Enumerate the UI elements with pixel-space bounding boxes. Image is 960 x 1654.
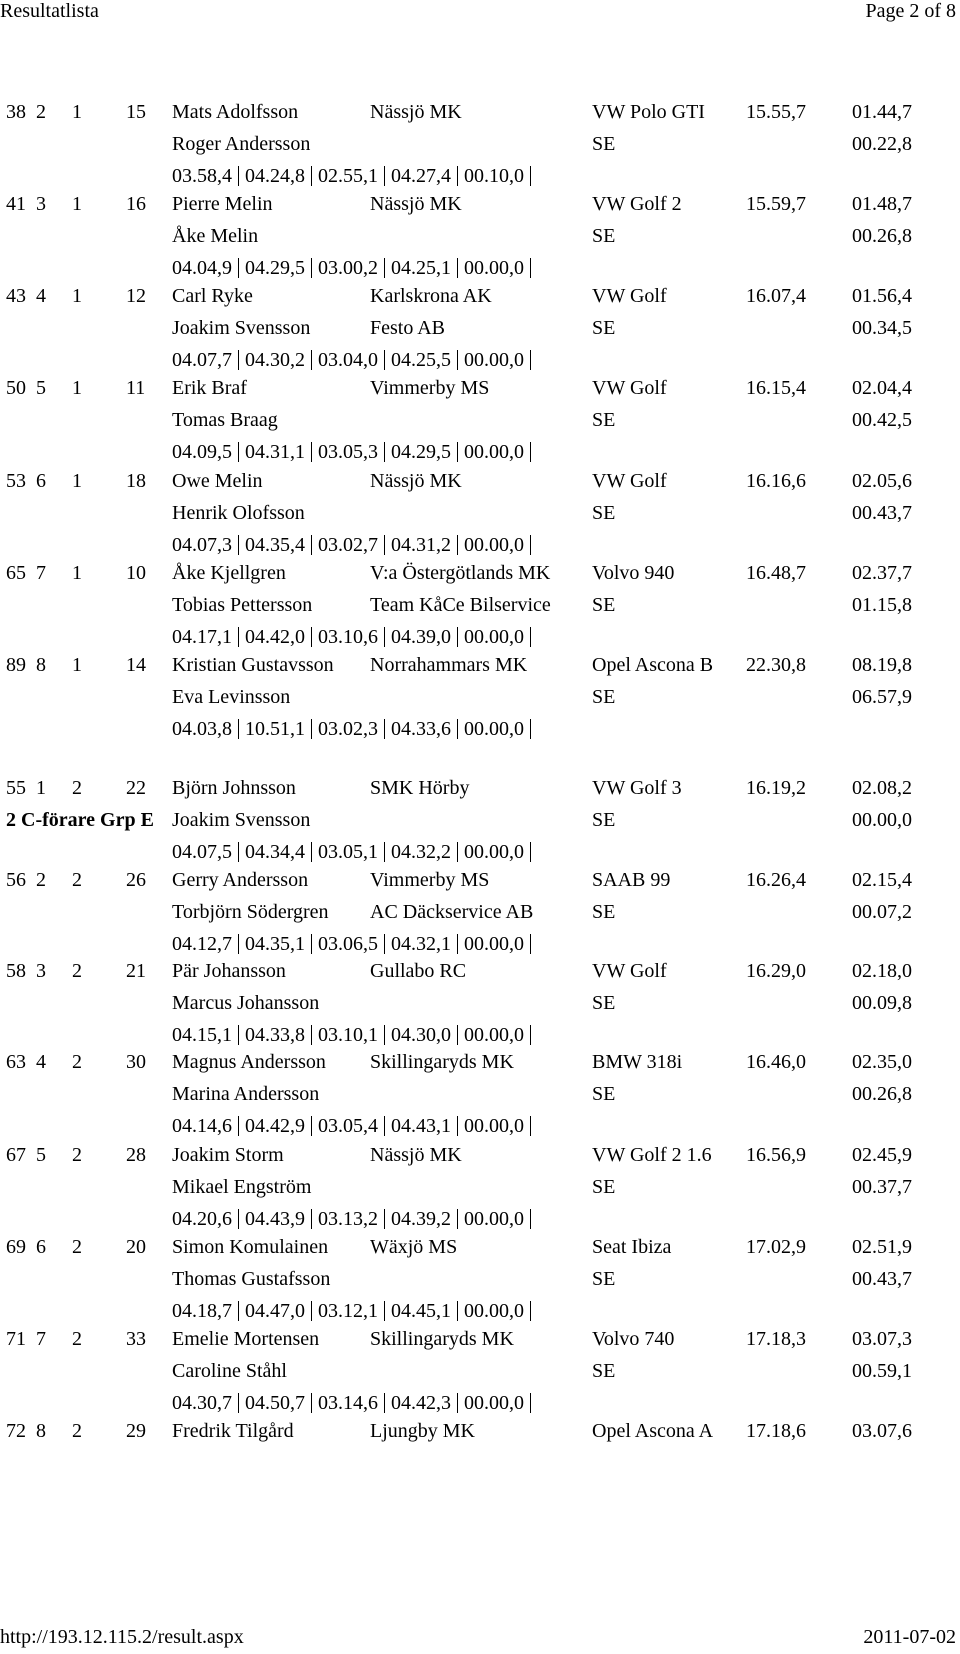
- split-time: 04.07,5: [172, 842, 239, 862]
- split-time: 04.30,7: [172, 1393, 239, 1413]
- result-entry: [0, 1143, 960, 1239]
- overall-position: 38: [6, 101, 26, 123]
- start-number: 28: [126, 1144, 146, 1166]
- split-time: 04.32,1: [385, 934, 458, 954]
- class-position: 7: [36, 1328, 46, 1350]
- car-model: BMW 318i: [592, 1051, 683, 1073]
- split-time: 04.24,8: [239, 166, 312, 186]
- split-time: 04.43,1: [385, 1116, 458, 1136]
- split-time: 00.10,0: [458, 166, 531, 186]
- driver-name: Fredrik Tilgård: [172, 1420, 294, 1442]
- car-model: VW Golf 3: [592, 777, 682, 799]
- time-behind: 01.48,7: [852, 193, 912, 215]
- codriver-name: Henrik Olofsson: [172, 502, 305, 524]
- nationality: SE: [592, 1268, 616, 1290]
- split-time: 00.00,0: [458, 1116, 531, 1136]
- start-number: 16: [126, 193, 146, 215]
- split-time: 03.10,1: [312, 1025, 385, 1045]
- codriver-name: Marina Andersson: [172, 1083, 320, 1105]
- codriver-club: AC Däckservice AB: [370, 901, 534, 923]
- split-time: 00.00,0: [458, 1393, 531, 1413]
- car-model: VW Golf: [592, 960, 667, 982]
- split-time: 04.18,7: [172, 1301, 239, 1321]
- driver-club: Nässjö MK: [370, 1144, 462, 1166]
- class-number: 2: [72, 1328, 82, 1350]
- nationality: SE: [592, 502, 616, 524]
- split-time: 03.02,3: [312, 719, 385, 739]
- car-model: VW Golf: [592, 377, 667, 399]
- start-number: 12: [126, 285, 146, 307]
- driver-club: Ljungby MK: [370, 1420, 475, 1442]
- nationality: SE: [592, 901, 616, 923]
- class-number: 2: [72, 869, 82, 891]
- class-number: 2: [72, 777, 82, 799]
- driver-name: Gerry Andersson: [172, 869, 309, 891]
- class-position: 4: [36, 285, 46, 307]
- split-time: 00.00,0: [458, 1209, 531, 1229]
- total-time: 16.19,2: [746, 777, 806, 799]
- nationality: SE: [592, 1083, 616, 1105]
- time-behind-previous: 00.07,2: [852, 901, 912, 923]
- split-time: 03.05,3: [312, 442, 385, 462]
- print-date: 2011-07-02: [863, 1626, 956, 1648]
- split-times: [172, 533, 531, 557]
- split-time: 04.27,4: [385, 166, 458, 186]
- car-model: VW Golf: [592, 470, 667, 492]
- codriver-name: Roger Andersson: [172, 133, 311, 155]
- split-time: 03.05,4: [312, 1116, 385, 1136]
- time-behind-previous: 00.42,5: [852, 409, 912, 431]
- split-time: 04.29,5: [385, 442, 458, 462]
- split-time: 04.15,1: [172, 1025, 239, 1045]
- result-entry: [0, 192, 960, 288]
- class-number: 1: [72, 193, 82, 215]
- split-time: 00.00,0: [458, 442, 531, 462]
- total-time: 16.48,7: [746, 562, 806, 584]
- time-behind: 08.19,8: [852, 654, 912, 676]
- split-time: 04.17,1: [172, 627, 239, 647]
- car-model: Volvo 940: [592, 562, 675, 584]
- split-time: 04.04,9: [172, 258, 239, 278]
- car-model: VW Golf: [592, 285, 667, 307]
- class-position: 8: [36, 1420, 46, 1442]
- split-time: 00.00,0: [458, 627, 531, 647]
- result-entry: [0, 1050, 960, 1146]
- split-time: 04.12,7: [172, 934, 239, 954]
- result-entry: [0, 868, 960, 964]
- driver-name: Joakim Storm: [172, 1144, 284, 1166]
- split-time: 04.31,1: [239, 442, 312, 462]
- time-behind-previous: 06.57,9: [852, 686, 912, 708]
- start-number: 26: [126, 869, 146, 891]
- result-entry: [0, 1419, 960, 1515]
- time-behind-previous: 01.15,8: [852, 594, 912, 616]
- class-position: 3: [36, 960, 46, 982]
- driver-club: Vimmerby MS: [370, 377, 490, 399]
- overall-position: 67: [6, 1144, 26, 1166]
- nationality: SE: [592, 686, 616, 708]
- split-time: 04.35,1: [239, 934, 312, 954]
- driver-name: Pierre Melin: [172, 193, 273, 215]
- split-time: 04.43,9: [239, 1209, 312, 1229]
- total-time: 16.29,0: [746, 960, 806, 982]
- driver-name: Mats Adolfsson: [172, 101, 299, 123]
- start-number: 10: [126, 562, 146, 584]
- split-time: 03.02,7: [312, 535, 385, 555]
- driver-name: Emelie Mortensen: [172, 1328, 320, 1350]
- time-behind: 02.51,9: [852, 1236, 912, 1258]
- split-time: 00.00,0: [458, 842, 531, 862]
- class-position: 7: [36, 562, 46, 584]
- split-times: [172, 1299, 531, 1323]
- class-number: 2: [72, 1236, 82, 1258]
- split-time: 00.00,0: [458, 535, 531, 555]
- time-behind-previous: 00.09,8: [852, 992, 912, 1014]
- split-times: [172, 256, 531, 280]
- driver-club: Nässjö MK: [370, 101, 462, 123]
- codriver-name: Mikael Engström: [172, 1176, 312, 1198]
- driver-name: Pär Johansson: [172, 960, 286, 982]
- split-times: [172, 1023, 531, 1047]
- nationality: SE: [592, 1360, 616, 1382]
- split-time: 03.10,6: [312, 627, 385, 647]
- split-time: 04.50,7: [239, 1393, 312, 1413]
- time-behind: 03.07,3: [852, 1328, 912, 1350]
- driver-club: Karlskrona AK: [370, 285, 492, 307]
- car-model: Opel Ascona A: [592, 1420, 714, 1442]
- overall-position: 43: [6, 285, 26, 307]
- class-number: 2: [72, 1144, 82, 1166]
- class-position: 1: [36, 777, 46, 799]
- total-time: 16.26,4: [746, 869, 806, 891]
- codriver-name: Joakim Svensson: [172, 809, 311, 831]
- split-time: 10.51,1: [239, 719, 312, 739]
- driver-club: Nässjö MK: [370, 193, 462, 215]
- time-behind-previous: 00.43,7: [852, 1268, 912, 1290]
- split-time: 00.00,0: [458, 719, 531, 739]
- driver-club: SMK Hörby: [370, 777, 470, 799]
- split-time: 03.58,4: [172, 166, 239, 186]
- total-time: 16.07,4: [746, 285, 806, 307]
- result-entry: [0, 376, 960, 472]
- split-times: [172, 164, 531, 188]
- overall-position: 55: [6, 777, 26, 799]
- source-url[interactable]: http://193.12.115.2/result.aspx: [0, 1626, 244, 1648]
- time-behind: 02.15,4: [852, 869, 912, 891]
- class-position: 3: [36, 193, 46, 215]
- time-behind-previous: 00.22,8: [852, 133, 912, 155]
- total-time: 17.18,6: [746, 1420, 806, 1442]
- split-time: 04.03,8: [172, 719, 239, 739]
- time-behind: 01.56,4: [852, 285, 912, 307]
- class-number: 2: [72, 960, 82, 982]
- split-times: [172, 840, 531, 864]
- codriver-club: Festo AB: [370, 317, 446, 339]
- result-entry: [0, 1235, 960, 1331]
- time-behind: 02.08,2: [852, 777, 912, 799]
- result-entry: [0, 1327, 960, 1423]
- split-times: [172, 717, 531, 741]
- time-behind-previous: 00.26,8: [852, 225, 912, 247]
- overall-position: 65: [6, 562, 26, 584]
- driver-name: Åke Kjellgren: [172, 562, 286, 584]
- overall-position: 72: [6, 1420, 26, 1442]
- class-number: 1: [72, 654, 82, 676]
- codriver-name: Marcus Johansson: [172, 992, 320, 1014]
- split-time: 00.00,0: [458, 1025, 531, 1045]
- split-times: [172, 1391, 531, 1415]
- class-group-heading: 2 C-förare Grp E: [6, 809, 154, 831]
- split-time: 00.00,0: [458, 258, 531, 278]
- split-time: 03.00,2: [312, 258, 385, 278]
- car-model: VW Polo GTI: [592, 101, 705, 123]
- class-number: 1: [72, 470, 82, 492]
- driver-club: Skillingaryds MK: [370, 1051, 514, 1073]
- class-number: 1: [72, 285, 82, 307]
- time-behind-previous: 00.00,0: [852, 809, 912, 831]
- total-time: 15.55,7: [746, 101, 806, 123]
- driver-name: Kristian Gustavsson: [172, 654, 334, 676]
- car-model: SAAB 99: [592, 869, 671, 891]
- split-time: 03.04,0: [312, 350, 385, 370]
- split-time: 04.14,6: [172, 1116, 239, 1136]
- class-position: 2: [36, 869, 46, 891]
- split-time: 04.20,6: [172, 1209, 239, 1229]
- overall-position: 53: [6, 470, 26, 492]
- codriver-name: Caroline Ståhl: [172, 1360, 287, 1382]
- split-time: 04.09,5: [172, 442, 239, 462]
- time-behind-previous: 00.34,5: [852, 317, 912, 339]
- overall-position: 58: [6, 960, 26, 982]
- car-model: Volvo 740: [592, 1328, 675, 1350]
- page-indicator: Page 2 of 8: [865, 0, 956, 22]
- class-position: 5: [36, 377, 46, 399]
- codriver-name: Joakim Svensson: [172, 317, 311, 339]
- start-number: 21: [126, 960, 146, 982]
- total-time: 15.59,7: [746, 193, 806, 215]
- total-time: 16.46,0: [746, 1051, 806, 1073]
- split-time: 04.07,3: [172, 535, 239, 555]
- nationality: SE: [592, 317, 616, 339]
- total-time: 17.02,9: [746, 1236, 806, 1258]
- start-number: 22: [126, 777, 146, 799]
- result-entry: [0, 561, 960, 657]
- nationality: SE: [592, 992, 616, 1014]
- split-times: [172, 440, 531, 464]
- split-time: 04.39,2: [385, 1209, 458, 1229]
- split-time: 00.00,0: [458, 1301, 531, 1321]
- document-title: Resultatlista: [0, 0, 99, 22]
- split-time: 03.06,5: [312, 934, 385, 954]
- split-time: 03.05,1: [312, 842, 385, 862]
- driver-club: Norrahammars MK: [370, 654, 528, 676]
- split-time: 04.42,9: [239, 1116, 312, 1136]
- start-number: 11: [126, 377, 146, 399]
- split-time: 03.12,1: [312, 1301, 385, 1321]
- result-entry: [0, 469, 960, 565]
- split-time: 04.32,2: [385, 842, 458, 862]
- time-behind: 02.05,6: [852, 470, 912, 492]
- result-entry: [0, 653, 960, 749]
- class-number: 1: [72, 101, 82, 123]
- split-time: 04.30,2: [239, 350, 312, 370]
- split-time: 02.55,1: [312, 166, 385, 186]
- split-times: [172, 1114, 531, 1138]
- split-time: 04.07,7: [172, 350, 239, 370]
- codriver-name: Eva Levinsson: [172, 686, 291, 708]
- driver-name: Carl Ryke: [172, 285, 253, 307]
- split-time: 04.33,6: [385, 719, 458, 739]
- overall-position: 69: [6, 1236, 26, 1258]
- driver-club: Nässjö MK: [370, 470, 462, 492]
- split-time: 04.30,0: [385, 1025, 458, 1045]
- time-behind: 03.07,6: [852, 1420, 912, 1442]
- class-number: 2: [72, 1420, 82, 1442]
- car-model: Seat Ibiza: [592, 1236, 672, 1258]
- driver-club: Skillingaryds MK: [370, 1328, 514, 1350]
- class-number: 2: [72, 1051, 82, 1073]
- codriver-name: Thomas Gustafsson: [172, 1268, 331, 1290]
- overall-position: 71: [6, 1328, 26, 1350]
- codriver-name: Torbjörn Södergren: [172, 901, 329, 923]
- nationality: SE: [592, 1176, 616, 1198]
- nationality: SE: [592, 225, 616, 247]
- overall-position: 63: [6, 1051, 26, 1073]
- time-behind: 02.04,4: [852, 377, 912, 399]
- split-time: 04.42,0: [239, 627, 312, 647]
- split-time: 03.14,6: [312, 1393, 385, 1413]
- split-time: 04.25,1: [385, 258, 458, 278]
- total-time: 22.30,8: [746, 654, 806, 676]
- driver-name: Simon Komulainen: [172, 1236, 329, 1258]
- overall-position: 89: [6, 654, 26, 676]
- class-number: 1: [72, 562, 82, 584]
- driver-club: Wäxjö MS: [370, 1236, 458, 1258]
- time-behind-previous: 00.43,7: [852, 502, 912, 524]
- start-number: 30: [126, 1051, 146, 1073]
- split-time: 04.31,2: [385, 535, 458, 555]
- class-position: 5: [36, 1144, 46, 1166]
- split-time: 00.00,0: [458, 934, 531, 954]
- driver-club: Vimmerby MS: [370, 869, 490, 891]
- class-number: 1: [72, 377, 82, 399]
- page-footer: [0, 1626, 960, 1654]
- nationality: SE: [592, 133, 616, 155]
- split-time: 03.13,2: [312, 1209, 385, 1229]
- time-behind: 02.45,9: [852, 1144, 912, 1166]
- result-entry: [0, 100, 960, 196]
- driver-club: V:a Östergötlands MK: [370, 562, 551, 584]
- start-number: 15: [126, 101, 146, 123]
- total-time: 16.56,9: [746, 1144, 806, 1166]
- class-position: 6: [36, 1236, 46, 1258]
- split-times: [172, 348, 531, 372]
- split-time: 04.25,5: [385, 350, 458, 370]
- overall-position: 41: [6, 193, 26, 215]
- car-model: VW Golf 2 1.6: [592, 1144, 712, 1166]
- class-position: 2: [36, 101, 46, 123]
- result-entry: [0, 959, 960, 1055]
- nationality: SE: [592, 409, 616, 431]
- split-times: [172, 1207, 531, 1231]
- class-position: 4: [36, 1051, 46, 1073]
- nationality: SE: [592, 594, 616, 616]
- codriver-name: Tomas Braag: [172, 409, 278, 431]
- time-behind: 02.37,7: [852, 562, 912, 584]
- car-model: VW Golf 2: [592, 193, 682, 215]
- time-behind-previous: 00.59,1: [852, 1360, 912, 1382]
- start-number: 14: [126, 654, 146, 676]
- start-number: 29: [126, 1420, 146, 1442]
- split-time: 04.34,4: [239, 842, 312, 862]
- split-time: 04.39,0: [385, 627, 458, 647]
- codriver-club: Team KåCe Bilservice: [370, 594, 551, 616]
- class-position: 8: [36, 654, 46, 676]
- split-time: 04.29,5: [239, 258, 312, 278]
- nationality: SE: [592, 809, 616, 831]
- split-time: 04.47,0: [239, 1301, 312, 1321]
- driver-club: Gullabo RC: [370, 960, 467, 982]
- time-behind-previous: 00.26,8: [852, 1083, 912, 1105]
- split-times: [172, 625, 531, 649]
- time-behind: 02.35,0: [852, 1051, 912, 1073]
- split-time: 04.33,8: [239, 1025, 312, 1045]
- start-number: 18: [126, 470, 146, 492]
- total-time: 17.18,3: [746, 1328, 806, 1350]
- start-number: 20: [126, 1236, 146, 1258]
- overall-position: 50: [6, 377, 26, 399]
- car-model: Opel Ascona B: [592, 654, 714, 676]
- time-behind: 01.44,7: [852, 101, 912, 123]
- codriver-name: Åke Melin: [172, 225, 259, 247]
- class-position: 6: [36, 470, 46, 492]
- driver-name: Magnus Andersson: [172, 1051, 326, 1073]
- split-time: 04.42,3: [385, 1393, 458, 1413]
- total-time: 16.16,6: [746, 470, 806, 492]
- codriver-name: Tobias Pettersson: [172, 594, 313, 616]
- split-time: 04.45,1: [385, 1301, 458, 1321]
- driver-name: Björn Johnsson: [172, 777, 296, 799]
- driver-name: Owe Melin: [172, 470, 263, 492]
- result-entry: [0, 284, 960, 380]
- time-behind-previous: 00.37,7: [852, 1176, 912, 1198]
- split-time: 04.35,4: [239, 535, 312, 555]
- start-number: 33: [126, 1328, 146, 1350]
- total-time: 16.15,4: [746, 377, 806, 399]
- driver-name: Erik Braf: [172, 377, 247, 399]
- split-times: [172, 932, 531, 956]
- split-time: 00.00,0: [458, 350, 531, 370]
- time-behind: 02.18,0: [852, 960, 912, 982]
- overall-position: 56: [6, 869, 26, 891]
